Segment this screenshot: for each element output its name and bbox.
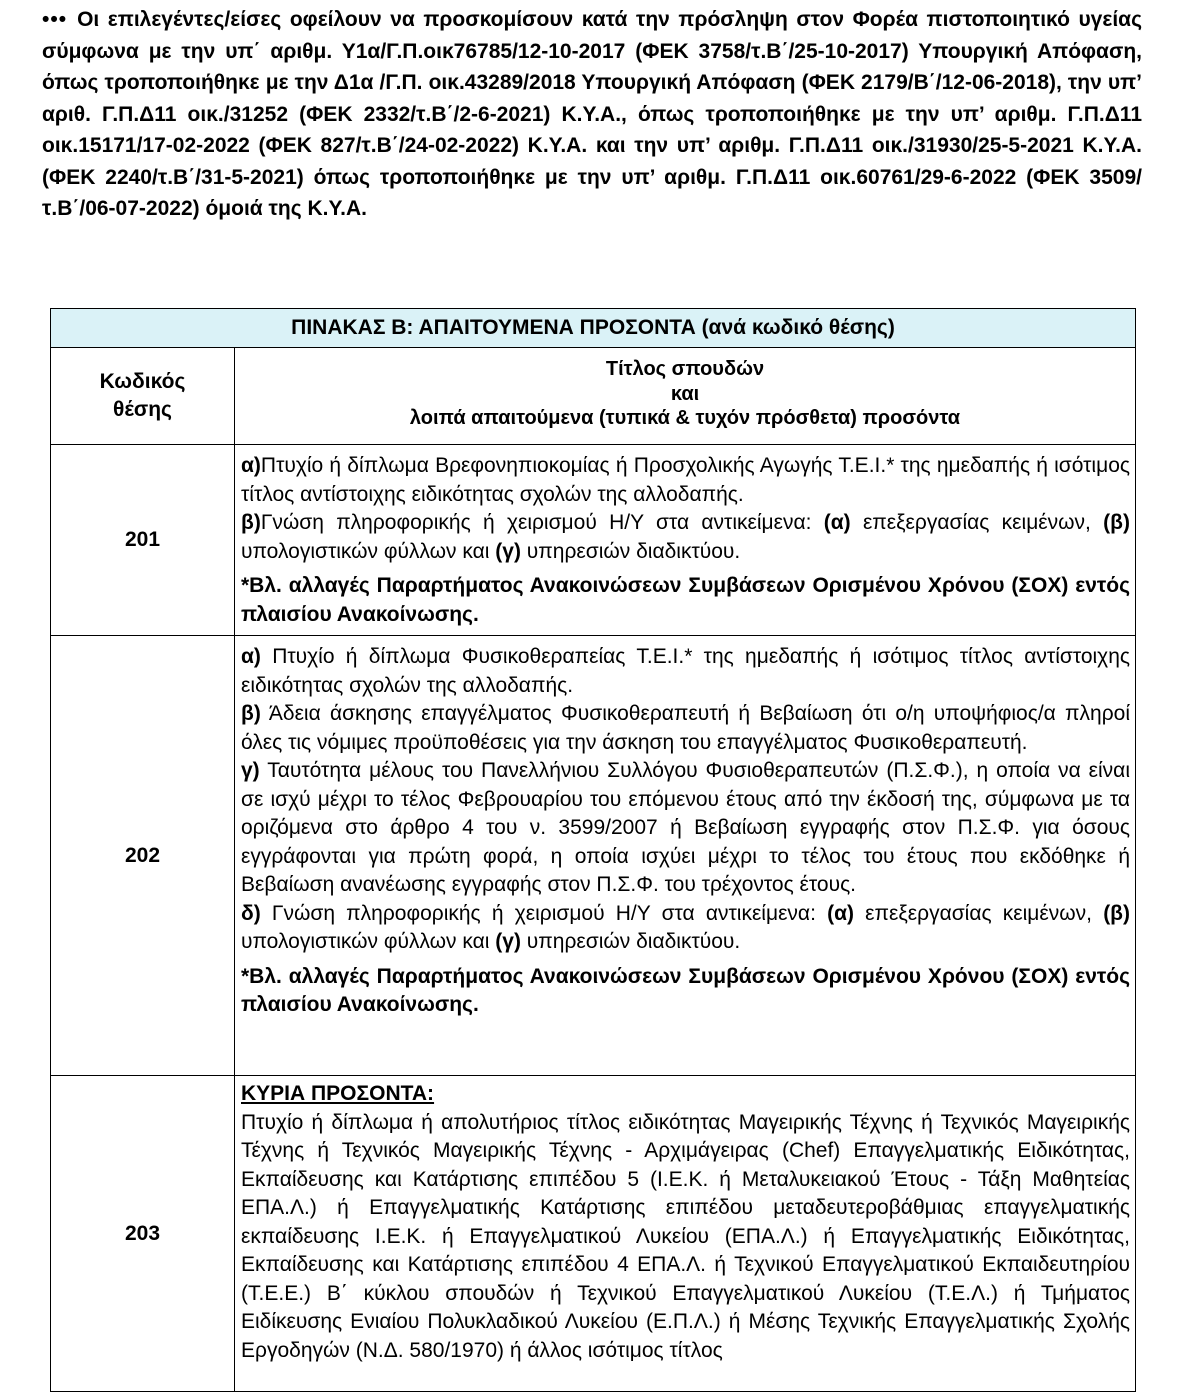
requirement-item: α)Πτυχίο ή δίπλωμα Βρεφονηπιοκομίας ή Προσχολικής Αγωγής Τ.Ε.Ι.* της ημεδαπής ή ισότιμος τίτλος αντίστοιχης ειδικότητας σχολών της αλλοδαπής. — [241, 454, 1130, 506]
table-row — [51, 445, 1136, 636]
header-title-line1: Τίτλος σπουδών — [605, 358, 765, 380]
table-row — [51, 1076, 1136, 1392]
bullet-marks: ••• — [42, 8, 68, 31]
position-code: 201 — [51, 445, 235, 636]
intro-paragraph — [42, 4, 1142, 225]
requirement-item: δ) Γνώση πληροφορικής ή χειρισμού Η/Υ στα αντικείμενα: (α) επεξεργασίας κειμένων, (β) υπολογιστικών φύλλων και (γ) υπηρεσιών διαδικτύου. — [241, 901, 1130, 953]
requirements-cell — [235, 445, 1136, 636]
requirements-heading: ΚΥΡΙΑ ΠΡΟΣΟΝΤΑ: — [241, 1082, 435, 1105]
requirement-text: Πτυχίο ή δίπλωμα ή απολυτήριος τίτλος ειδικότητας Μαγειρικής Τέχνης ή Τεχνικός Μαγειρικής Τέχνης ή Τεχνικός Μαγειρικής Τέχνης - Αρχιμάγειρας (Chef) Επαγγελματικής Ειδικότητας, Εκπαίδευσης και Κατάρτισης επιπέδου 5 (Ι.Ε.Κ. ή Μεταλυκειακού Έτους - Τάξη Μαθητείας ΕΠΑ.Λ.) ή Επαγγελματικής Κατάρτισης επιπέδου μεταδευτεροβάθμιας επαγγελματικής εκπαίδευσης Ι.Ε.Κ. ή Επαγγελματικού Λυκείου (ΕΠΑ.Λ.) ή Επαγγελματικής Ειδικότητας, Εκπαίδευσης και Κατάρτισης επιπέδου 4 ΕΠΑ.Λ. ή Τεχνικού Επαγγελματικού Εκπαιδευτηρίου (Τ.Ε.Ε.) Β΄ κύκλου σπουδών ή Τεχνικού Επαγγελματικού Λυκείου (Τ.Ε.Λ.) ή Τμήματος Ειδίκευσης Ενιαίου Πολυκλαδικού Λυκείου (Ε.Π.Λ.) ή Μέσης Τεχνικής Επαγγελματικής Σχολής Εργοδηγών (Ν.Δ. 580/1970) ή άλλος ισότιμος τίτλος — [241, 1110, 1130, 1362]
position-code: 203 — [51, 1076, 235, 1392]
requirements-table — [50, 308, 1136, 1392]
header-code-cell — [51, 348, 235, 445]
requirement-item: α) Πτυχίο ή δίπλωμα Φυσικοθεραπείας Τ.Ε.Ι.* της ημεδαπής ή ισότιμος τίτλος αντίστοιχης ειδικότητας σχολών της αλλοδαπής. — [241, 645, 1130, 697]
table-caption: ΠΙΝΑΚΑΣ Β: ΑΠΑΙΤΟΥΜΕΝΑ ΠΡΟΣΟΝΤΑ (ανά κωδικό θέσης) — [51, 309, 1136, 348]
table-row — [51, 636, 1136, 1076]
position-code: 202 — [51, 636, 235, 1076]
header-title-line2: και — [670, 383, 700, 405]
requirement-item: β) Άδεια άσκησης επαγγέλματος Φυσικοθεραπευτή ή Βεβαίωση ότι ο/η υποψήφιος/α πληροί όλες τις νόμιμες προϋποθέσεις για την άσκηση του επαγγέλματος Φυσικοθεραπευτή. — [241, 702, 1130, 754]
intro-text: Οι επιλεγέντες/είσες οφείλουν να προσκομίσουν κατά την πρόσληψη στον Φορέα πιστοποιητικό υγείας σύμφωνα με την υπ΄ αριθμ. Υ1α/Γ.Π.οικ76785/12-10-2017 (ΦΕΚ 3758/τ.Β΄/25-10-2017) Υπουργική Απόφαση, όπως τροποποιήθηκε με την Δ1α /Γ.Π. οικ.43289/2018 Υπουργική Απόφαση (ΦΕΚ 2179/Β΄/12-06-2018), την υπ’ αριθ. Γ.Π.Δ11 οικ./31252 (ΦΕΚ 2332/τ.Β΄/2-6-2021) Κ.Υ.Α., όπως τροποποιήθηκε με την υπ’ αριθμ. Γ.Π.Δ11 οικ.15171/17-02-2022 (ΦΕΚ 827/τ.Β΄/24-02-2022) Κ.Υ.Α. και την υπ’ αριθμ. Γ.Π.Δ11 οικ./31930/25-5-2021 Κ.Υ.Α. (ΦΕΚ 2240/τ.Β΄/31-5-2021) όπως τροποποιήθηκε με την υπ’ αριθμ. Γ.Π.Δ11 οικ.60761/29-6-2022 (ΦΕΚ 3509/τ.Β΄/06-07-2022) όμοιά της Κ.Υ.Α. — [42, 8, 1142, 220]
requirements-cell — [235, 1076, 1136, 1392]
requirement-note: *Βλ. αλλαγές Παραρτήματος Ανακοινώσεων Συμβάσεων Ορισμένου Χρόνου (ΣΟΧ) εντός πλαισίου Ανακοίνωσης. — [241, 574, 1130, 626]
requirement-item: β)Γνώση πληροφορικής ή χειρισμού Η/Υ στα αντικείμενα: (α) επεξεργασίας κειμένων, (β) υπολογιστικών φύλλων και (γ) υπηρεσιών διαδικτύου. — [241, 511, 1130, 563]
requirement-note: *Βλ. αλλαγές Παραρτήματος Ανακοινώσεων Συμβάσεων Ορισμένου Χρόνου (ΣΟΧ) εντός πλαισίου Ανακοίνωσης. — [241, 964, 1130, 1016]
requirement-item: γ) Ταυτότητα μέλους του Πανελλήνιου Συλλόγου Φυσιοθεραπευτών (Π.Σ.Φ.), η οποία να είναι σε ισχύ μέχρι το τέλος Φεβρουαρίου του επόμενου έτους από την έκδοσή της, σύμφωνα με τα οριζόμενα στο άρθρο 4 του ν. 3599/2007 ή Βεβαίωση εγγραφής στον Π.Σ.Φ. για όσους εγγράφονται για πρώτη φορά, η οποία ισχύει μέχρι το τέλος του έτους που εκδόθηκε ή Βεβαίωση ανανέωσης εγγραφής στον Π.Σ.Φ. του τρέχοντος έτους. — [241, 759, 1130, 896]
header-row — [51, 348, 1136, 445]
header-code-line1: Κωδικός — [99, 370, 186, 393]
header-title-cell — [235, 348, 1136, 445]
requirements-cell — [235, 636, 1136, 1076]
header-title-line3: λοιπά απαιτούμενα (τυπικά & τυχόν πρόσθετα) προσόντα — [409, 407, 961, 429]
header-code-line2: θέσης — [113, 398, 172, 421]
